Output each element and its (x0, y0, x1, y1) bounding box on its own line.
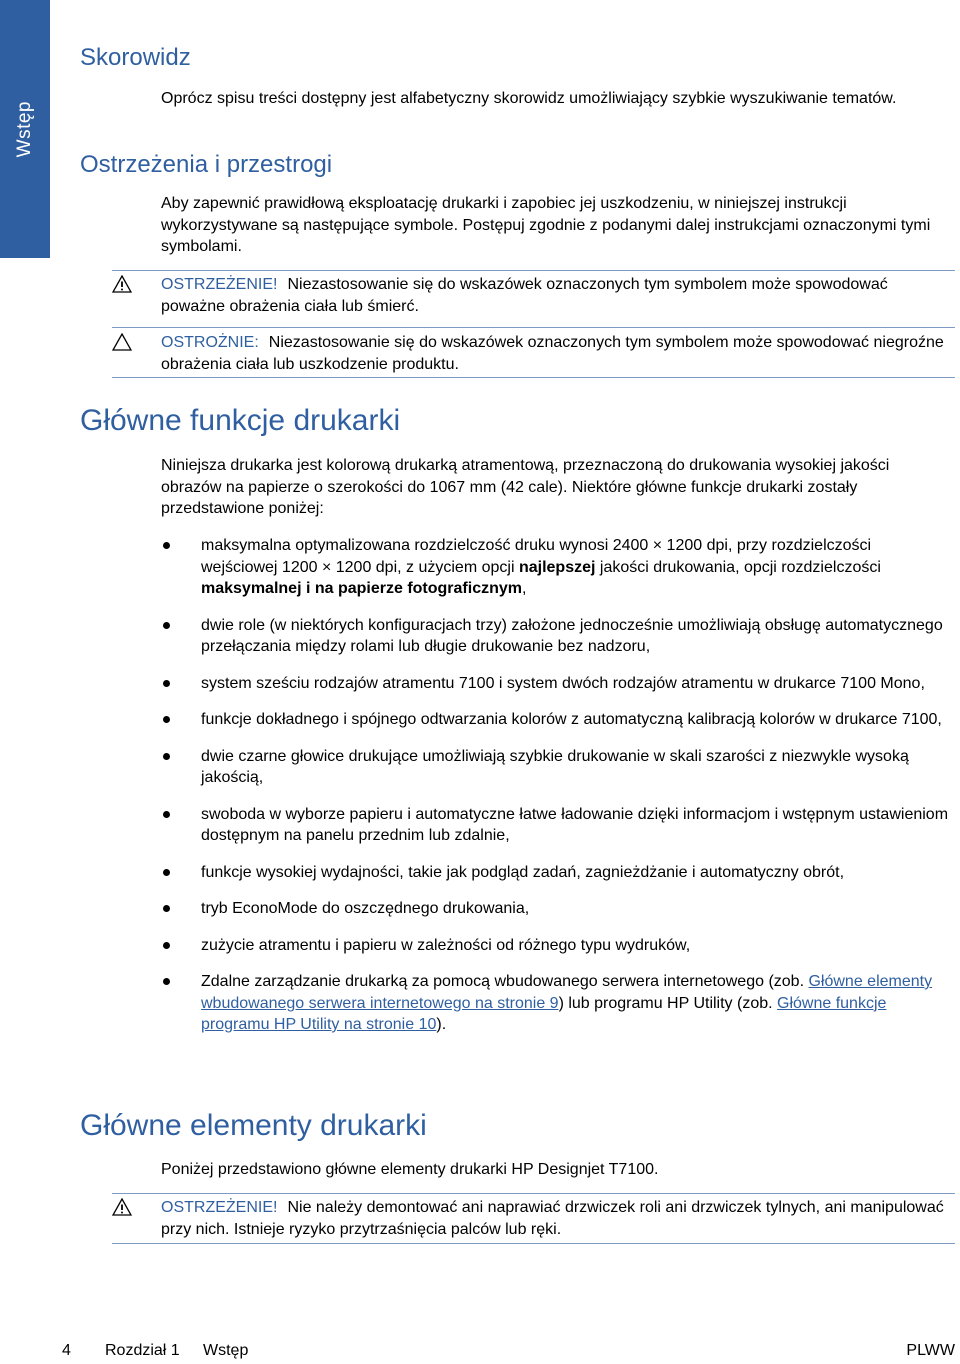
index-body: Oprócz spisu treści dostępny jest alfabetyczny skorowidz umożliwiający szybkie wyszukiwanie tematów. (161, 90, 897, 107)
warnings-body: Aby zapewnić prawidłową eksploatację drukarki i zapobiec jej uszkodzeniu, w niniejszej instrukcji wykorzystywane są następujące symbole. Postępuj zgodnie z podanymi dalej instrukcjami oznaczonymi tymi symbolami. (161, 195, 931, 255)
bullet-icon (163, 753, 170, 760)
link-hp-utility[interactable]: Główne funkcje programu HP Utility na stronie 10 (201, 994, 887, 1033)
section-title-index: Skorowidz (80, 44, 191, 71)
bullet-icon (163, 869, 170, 876)
bullet-icon (163, 542, 170, 549)
caution-note (112, 332, 955, 375)
features-intro: Niniejsza drukarka jest kolorową drukarką atramentową, przeznaczoną do drukowania wysokiej jakości obrazów na papierze o szerokości do 1067 mm (42 cale). Niektóre główne funkcje drukarki zostały przedstawione poniżej: (161, 457, 890, 517)
side-tab-label: Wstęp (14, 100, 35, 158)
bullet-icon (163, 622, 170, 629)
list-item: tryb EconoMode do oszczędnego drukowania, (161, 898, 951, 920)
caution-text: Niezastosowanie się do wskazówek oznaczonych tym symbolem może spowodować niegroźne obrażenia ciała lub uszkodzenie produktu. (161, 334, 944, 373)
footer-lang-code: PLWW (906, 1342, 955, 1359)
feature-list (161, 535, 951, 1036)
link-embedded-web-server[interactable]: Główne elementy wbudowanego serwera internetowego na stronie 9 (201, 973, 933, 1012)
warning-triangle-icon (112, 275, 132, 293)
page-number: 4 (62, 1342, 71, 1359)
warning-note (112, 274, 955, 317)
warning-label: OSTRZEŻENIE! (161, 1199, 278, 1216)
footer-chapter-name: Wstęp (203, 1342, 249, 1359)
divider (112, 327, 955, 328)
list-item: funkcje wysokiej wydajności, takie jak podgląd zadań, zagnieżdżanie i automatyczny obrót, (161, 862, 951, 884)
bullet-icon (163, 942, 170, 949)
divider (112, 377, 955, 378)
warning-text: Niezastosowanie się do wskazówek oznaczonych tym symbolem może spowodować poważne obrażenia ciała lub śmierć. (161, 276, 888, 315)
list-item: Zdalne zarządzanie drukarką za pomocą wbudowanego serwera internetowego (zob. Główne elementy wbudowanego serwera internetowego na stronie 9) lub programu HP Utility (zob. Główne funkcje programu HP Utility na stronie 10). (161, 971, 951, 1036)
emphasis-max-photo: maksymalnej i na papierze fotograficznym (201, 580, 522, 597)
bullet-icon (163, 905, 170, 912)
components-warning-note (112, 1197, 955, 1240)
list-item: system sześciu rodzajów atramentu 7100 i system dwóch rodzajów atramentu w drukarce 7100 Mono, (161, 673, 951, 695)
caution-triangle-icon (112, 333, 132, 351)
list-item: swoboda w wyborze papieru i automatyczne łatwe ładowanie dzięki informacjom i wstępnym ustawieniom dostępnym na panelu przednim lub zdalnie, (161, 804, 951, 847)
list-item: dwie czarne głowice drukujące umożliwiają szybkie drukowanie w skali szarości z niezwykle wysoką jakością, (161, 746, 951, 789)
warning-label: OSTRZEŻENIE! (161, 276, 278, 293)
section-title-features: Główne funkcje drukarki (80, 404, 401, 437)
list-item: funkcje dokładnego i spójnego odtwarzania kolorów z automatyczną kalibracją kolorów w drukarce 7100, (161, 709, 951, 731)
section-title-components: Główne elementy drukarki (80, 1109, 427, 1142)
warning-text: Nie należy demontować ani naprawiać drzwiczek roli ani drzwiczek tylnych, ani manipulować przy nich. Istnieje ryzyko przytrzaśnięcia palców lub ręki. (161, 1199, 944, 1238)
bullet-icon (163, 716, 170, 723)
bullet-icon (163, 978, 170, 985)
footer-chapter: Rozdział 1 (105, 1342, 180, 1359)
divider (112, 270, 955, 271)
caution-label: OSTROŻNIE: (161, 334, 259, 351)
list-item: maksymalna optymalizowana rozdzielczość druku wynosi 2400 × 1200 dpi, przy rozdzielczości wejściowej 1200 × 1200 dpi, z użyciem opcji najlepszej jakości drukowania, opcji rozdzielczości maksymalnej i na papierze fotograficznym, (161, 535, 951, 600)
divider (112, 1243, 955, 1244)
warning-triangle-icon (112, 1198, 132, 1216)
components-body: Poniżej przedstawiono główne elementy drukarki HP Designjet T7100. (161, 1161, 659, 1178)
list-item: zużycie atramentu i papieru w zależności od różnego typu wydruków, (161, 935, 951, 957)
chapter-side-tab[interactable] (0, 0, 50, 258)
emphasis-best: najlepszej (518, 558, 596, 576)
list-item: dwie role (w niektórych konfiguracjach trzy) założone jednocześnie umożliwiają obsługę automatycznego przełączania między rolami lub długie drukowanie bez nadzoru, (161, 615, 951, 658)
bullet-icon (163, 680, 170, 687)
divider (112, 1193, 955, 1194)
section-title-warnings: Ostrzeżenia i przestrogi (80, 151, 333, 178)
bullet-icon (163, 811, 170, 818)
